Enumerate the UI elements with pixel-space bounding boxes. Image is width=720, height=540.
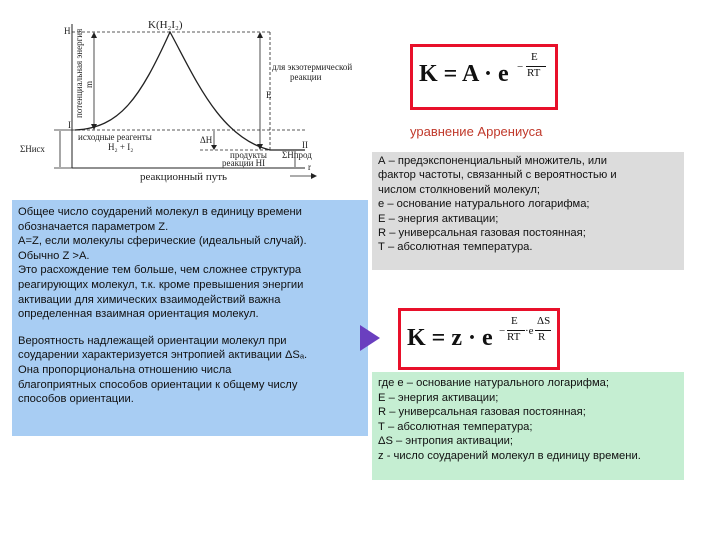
modified-arrhenius-formula <box>398 308 560 370</box>
description-line: Т – абсолютная температура; <box>378 420 533 433</box>
description-line: числом столкновений молекул; <box>378 183 540 196</box>
label-reagents-2: H₂ + I₂ <box>108 142 134 152</box>
arrhenius-formula <box>410 44 558 110</box>
label-peak: K(H₂I₂) <box>148 19 183 31</box>
label-dH: ΔH <box>200 135 213 145</box>
label-exo-1: для экзотермической <box>272 62 353 72</box>
label-xaxis: реакционный путь <box>140 171 228 183</box>
description-line: е – основание натурального логарифма; <box>378 198 590 211</box>
formula2-exp-den: RT <box>507 331 521 343</box>
explanation-line: активации для химических взаимодействий важна <box>18 293 281 306</box>
label-I: I <box>68 120 71 130</box>
label-r: r <box>308 162 311 172</box>
explanation-line: Это расхождение тем больше, чем сложнее структура <box>18 264 302 277</box>
explanation-line: способов ориентации. <box>18 393 134 406</box>
label-reagents-1: исходные реагенты <box>78 132 152 142</box>
formula2-dot: ·e <box>525 325 534 337</box>
formula2-exp2-den: R <box>538 331 546 343</box>
arrow-right-icon <box>360 325 380 351</box>
description-line: ΔS – энтропия активации; <box>378 435 513 448</box>
description-line: R – универсальная газовая постоянная; <box>378 227 586 240</box>
explanation-line: А=Z, если молекулы сферические (идеальный случай). <box>18 235 307 248</box>
description-line: Т – абсолютная температура. <box>378 241 533 254</box>
explanation-line: обозначается параметром Z. <box>18 220 169 233</box>
description-line: Е – энергия активации; <box>378 212 499 225</box>
label-products-1: продукты <box>230 150 267 160</box>
label-E: E <box>266 90 272 100</box>
explanation-line: Общее число соударений молекул в единицу времени <box>18 206 302 218</box>
collision-explanation <box>12 200 368 436</box>
explanation-line: Вероятность надлежащей ориентации молекул при <box>18 334 287 347</box>
description-line: А – предэкспоненциальный множитель, или <box>378 155 607 167</box>
formula2-exp-sign: − <box>499 325 506 337</box>
label-sumH-initial: ΣHисх <box>20 144 45 154</box>
description-line: фактор частоты, связанный с вероятностью и <box>378 169 617 182</box>
formula2-exp2-num: ΔS <box>537 315 551 327</box>
formula1-exp-num: E <box>531 51 538 63</box>
label-products-2: реакции HI <box>222 158 266 168</box>
explanation-line: реагирующих молекул, т.к. кроме превышения энергии <box>18 278 304 291</box>
explanation-line: Она пропорциональна отношению числа <box>18 363 232 376</box>
label-II: II <box>302 140 308 150</box>
label-exo-2: реакции <box>290 72 322 82</box>
arrhenius-description <box>372 152 684 270</box>
explanation-line: определенная взаимная ориентация молекул. <box>18 308 259 321</box>
formula1-lhs: K = A · e <box>419 61 509 87</box>
description-line: R – универсальная газовая постоянная; <box>378 406 586 419</box>
description-line: z - число соударений молекул в единицу времени. <box>378 449 641 462</box>
label-sumH-products: ΣHпрод <box>282 150 312 160</box>
energy-diagram <box>20 18 390 198</box>
formula1-exp-sign: − <box>517 61 524 73</box>
formula1-exp-den: RT <box>527 67 541 79</box>
formula2-lhs: K = z · e <box>407 325 493 351</box>
explanation-line: соударении характеризуется энтропией активации ΔSₐ. <box>18 349 308 362</box>
explanation-line: Обычно Z >A. <box>18 249 90 262</box>
description-line: Е – энергия активации; <box>378 391 499 404</box>
explanation-line: благоприятных способов ориентации к общему числу <box>18 378 298 391</box>
label-yaxis: потенциальная энергия <box>74 28 84 118</box>
label-m: m <box>84 80 94 88</box>
arrhenius-title: уравнение Аррениуса <box>410 124 543 139</box>
modified-formula-description <box>372 372 684 480</box>
formula2-exp-num: E <box>511 315 518 327</box>
description-line: где е – основание натурального логарифма; <box>378 377 609 389</box>
label-H: H <box>64 26 71 36</box>
